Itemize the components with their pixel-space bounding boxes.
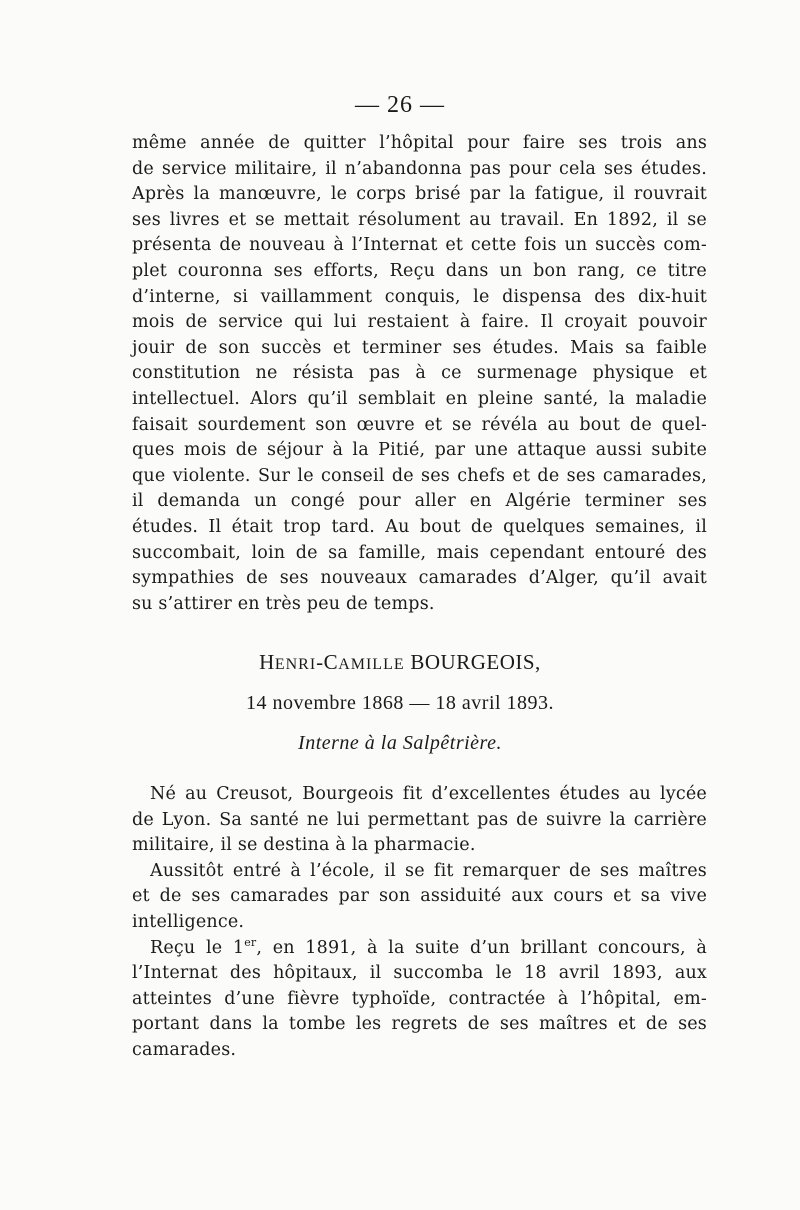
text-line: l’Internat des hôpitaux, il succomba le 18 avril 1893, aux: [132, 963, 707, 984]
text-line: Né au Creusot, Bourgeois fit d’excellentes études au lycée: [150, 784, 707, 804]
text-line: camarades.: [132, 1039, 237, 1060]
text-line: plet couronna ses efforts, Reçu dans un bon rang, ce titre: [132, 260, 707, 281]
text-fragment: Reçu le 1: [150, 937, 245, 958]
name-initial: H: [259, 650, 275, 674]
text-line: de Lyon. Sa santé ne lui permettant pas de suivre la carrière: [132, 809, 707, 830]
text-line: ques mois de séjour à la Pitié, par une attaque aussi subite: [132, 440, 707, 461]
name-hyphen: -: [316, 650, 324, 674]
text-line: constitution ne résista pas à ce surmenage physique et: [132, 363, 707, 384]
biography: [132, 782, 707, 1064]
text-line: Après la manœuvre, le corps brisé par la fatigue, il rouvrait: [132, 184, 707, 205]
text-line: su s’attirer en très peu de temps.: [132, 593, 435, 614]
name-initial: C: [323, 650, 339, 674]
text-line: [132, 936, 707, 962]
page-number: — 26 —: [355, 92, 445, 118]
continuation-paragraph: [132, 131, 707, 617]
text-line: sympathies de ses nouveaux camarades d’Alger, qu’il avait: [132, 568, 707, 589]
ordinal-superscript: er: [244, 935, 257, 949]
text-line: même année de quitter l’hôpital pour faire ses trois ans: [132, 133, 707, 153]
entry-dates: 14 novembre 1868 — 18 avril 1893.: [245, 692, 555, 714]
text-line: jouir de son succès et terminer ses études. Mais sa faible: [132, 337, 707, 358]
name-surname: BOURGEOIS,: [404, 650, 541, 674]
text-line: Aussitôt entré à l’école, il se fit remarquer de ses maîtres: [150, 860, 707, 881]
text-line: intelligence.: [132, 911, 245, 932]
text-line: de service militaire, il n’abandonna pas pour cela ses études.: [132, 158, 707, 179]
text-fragment: , en 1891, à la suite d’un brillant concours, à: [256, 937, 707, 958]
text-line: atteintes d’une fièvre typhoïde, contractée à l’hôpital, em-: [132, 988, 707, 1009]
text-line: militaire, il se destina à la pharmacie.: [132, 835, 476, 856]
text-line: études. Il était trop tard. Au bout de quelques semaines, il: [132, 516, 707, 537]
text-line: portant dans la tombe les regrets de ses maîtres et de ses: [132, 1014, 707, 1035]
name-smallcaps: AMILLE: [338, 656, 405, 673]
text-line: d’interne, si vaillamment conquis, le dispensa des dix-huit: [132, 286, 707, 307]
entry-role: Interne à la Salpêtrière.: [298, 732, 502, 754]
text-line: mois de service qui lui restaient à faire. Il croyait pouvoir: [132, 312, 707, 333]
text-line: il demanda un congé pour aller en Algérie terminer ses: [132, 491, 707, 512]
text-line: que violente. Sur le conseil de ses chefs et de ses camarades,: [132, 465, 707, 486]
text-line: et de ses camarades par son assiduité aux cours et sa vive: [132, 886, 707, 907]
text-line: ses livres et se mettait résolument au travail. En 1892, il se: [132, 209, 707, 230]
text-line: faisait sourdement son œuvre et se révéla au bout de quel-: [132, 414, 707, 435]
text-line: intellectuel. Alors qu’il semblait en pleine santé, la maladie: [132, 388, 707, 409]
text-line: succombait, loin de sa famille, mais cependant entouré des: [132, 542, 707, 563]
entry-name: [0, 650, 800, 675]
name-smallcaps: ENRI: [274, 656, 317, 673]
text-line: présenta de nouveau à l’Internat et cette fois un succès com-: [132, 235, 707, 256]
